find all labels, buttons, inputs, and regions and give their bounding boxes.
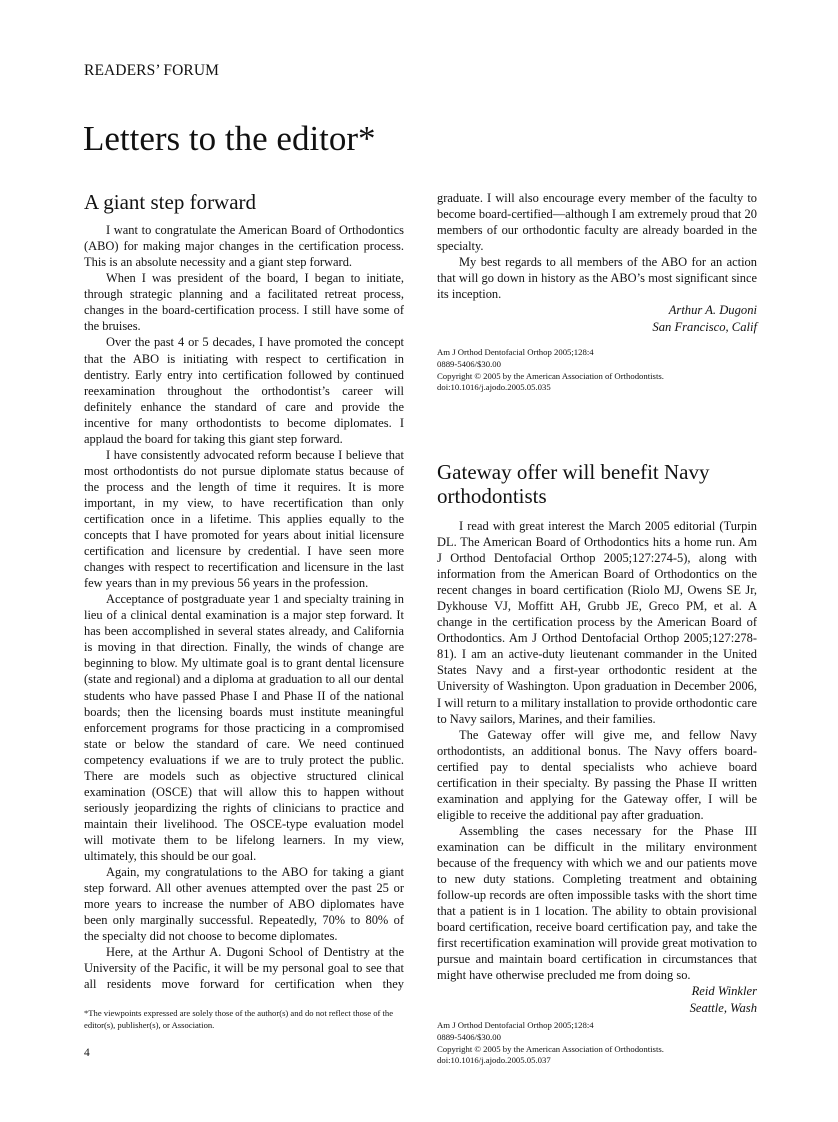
paragraph: When I was president of the board, I began to initiate, through strategic planning and a facilitated retreat process, changes in the board-certification process. I still have some of the bruises.: [84, 271, 404, 334]
author-location: San Francisco, Calif: [652, 319, 757, 334]
paragraph: Over the past 4 or 5 decades, I have promoted the concept that the ABO is initiating with respect to certification in dentistry. Early entry into certification followed by continued reexamination throughout the orthodontist’s career will definitely enhance the standard of care and provide the incentive for many orthodontists to become diplomates. I applaud the board for taking this giant step forward.: [84, 335, 404, 446]
letter-1-body: [84, 222, 404, 992]
doi-link[interactable]: doi:10.1016/j.ajodo.2005.05.037: [437, 1055, 551, 1066]
issn-price: 0889-5406/$30.00: [437, 1031, 501, 1042]
author-name: Arthur A. Dugoni: [668, 303, 757, 318]
author-location: Seattle, Wash: [689, 1000, 757, 1015]
letter-2-signature: [437, 983, 757, 1016]
copyright: Copyright © 2005 by the American Association of Orthodontists.: [437, 1043, 664, 1054]
paragraph: I read with great interest the March 2005 editorial (Turpin DL. The American Board of Orthodontics hits a home run. Am J Orthod Dentofacial Orthop 2005;127:274-5), along with information from the American Board of Orthodontics on the recent changes in board certification (Riolo MJ, Owens SE Jr, Dykhouse VJ, Moffitt AH, Grubb JE, Greco PM, et al. A change in the certification process by the American Board of Orthodontics. Am J Orthod Dentofacial Orthop 2005;127:278-81). I am an active-duty lieutenant commander in the United States Navy and a first-year orthodontic resident at the University of Washington. Upon graduation in December 2006, I will return to a military installation to provide orthodontic care to Navy sailors, Marines, and their families.: [437, 518, 757, 726]
issn-price: 0889-5406/$30.00: [437, 358, 501, 369]
copyright: Copyright © 2005 by the American Association of Orthodontists.: [437, 370, 664, 381]
paragraph: I want to congratulate the American Board of Orthodontics (ABO) for making major changes in the certification process. This is an absolute necessity and a giant step forward.: [84, 223, 404, 270]
paragraph: Acceptance of postgraduate year 1 and specialty training in lieu of a clinical dental examination is a major step forward. It has been accomplished in several states already, and California is moving in that direction. Finally, the winds of change are beginning to blow. My ultimate goal is to grant dental licensure (state and regional) and a diploma at graduation to all our dental students who have passed Phase I and Phase II of the national boards; then the licensing boards must institute meaningful enforcement programs for those practicing in a compromised state or below the standard of care. We need continued competency evaluations if we are to truly protect the public. There are models such as objective structured clinical examination (OSCE) that will allow this to happen without seriously jeopardizing the rights of clinicians to practice and maintain their livelihood. The OSCE-type evaluation model will motivate them to be lifelong learners. In my view, ultimately, this should be our goal.: [84, 592, 404, 863]
footnote: *The viewpoints expressed are solely those of the author(s) and do not reflect those of the editor(s), publisher(s), or Association.: [84, 1008, 394, 1030]
journal-citation: Am J Orthod Dentofacial Orthop 2005;128:4: [437, 1020, 594, 1031]
paragraph: Again, my congratulations to the ABO for taking a giant step forward. All other avenues attempted over the past 25 or more years to increase the number of ABO diplomates have been only marginally successful. Repeatedly, 70% to 80% of the specialty did not choose to become diplomates.: [84, 865, 404, 944]
running-header: READERS’ FORUM: [84, 62, 220, 79]
letter-1-citation: [437, 347, 757, 393]
paragraph: Assembling the cases necessary for the Phase III examination can be difficult in the military environment because of the frequency with which we and our patients move to new duty stations. Completing treatment and obtaining follow-up records are often impossible tasks with the short time that a patient is in 1 location. The ability to obtain provisional board certification, receive board certification pay, and take the first recertification examination will provide great motivation to pursue and maintain board certification in circumstances that might have otherwise precluded me from doing so.: [437, 823, 757, 983]
page-title: Letters to the editor*: [83, 119, 376, 158]
letter-1-body-continued: [437, 190, 757, 302]
letter-2-body: [437, 518, 757, 983]
letter-2-title: Gateway offer will benefit Navy orthodontists: [437, 459, 710, 508]
page-number: 4: [84, 1047, 90, 1059]
paragraph: graduate. I will also encourage every member of the faculty to become board-certified—although I am extremely proud that 20 members of our orthodontic faculty are already boarded in the specialty.: [437, 191, 757, 254]
letter-1-signature: [437, 302, 757, 335]
left-column: [84, 190, 404, 992]
paragraph: The Gateway offer will give me, and fellow Navy orthodontists, an additional bonus. The Navy offers board-certified pay to dental specialists who achieve board certification in their specialty. By passing the Phase II written examination and applying for the Gateway offer, I will be eligible to receive the additional pay after graduation.: [437, 727, 757, 822]
doi-link[interactable]: doi:10.1016/j.ajodo.2005.05.035: [437, 382, 551, 393]
paragraph: I have consistently advocated reform because I believe that most orthodontists do not pursue diplomate status because of the process and the length of time it requires. It is more important, in my view, to have recertification than only certification once in a lifetime. This applies equally to the concepts that I have promoted for years about initial licensure certification and licensure by credential. I have seen more changes with respect to recertification and licensure in the last few years than in my previous 56 years in the profession.: [84, 447, 404, 591]
letter-1-title: A giant step forward: [84, 190, 257, 214]
author-name: Reid Winkler: [691, 984, 757, 999]
paragraph: Here, at the Arthur A. Dugoni School of Dentistry at the University of the Pacific, it will be my personal goal to see that all residents move forward for certification when they: [84, 945, 404, 992]
paragraph: My best regards to all members of the ABO for an action that will go down in history as the ABO’s most significant since its inception.: [437, 255, 757, 302]
letter-2-citation: [437, 1020, 757, 1066]
right-column: [437, 190, 757, 1067]
journal-citation: Am J Orthod Dentofacial Orthop 2005;128:4: [437, 347, 594, 358]
